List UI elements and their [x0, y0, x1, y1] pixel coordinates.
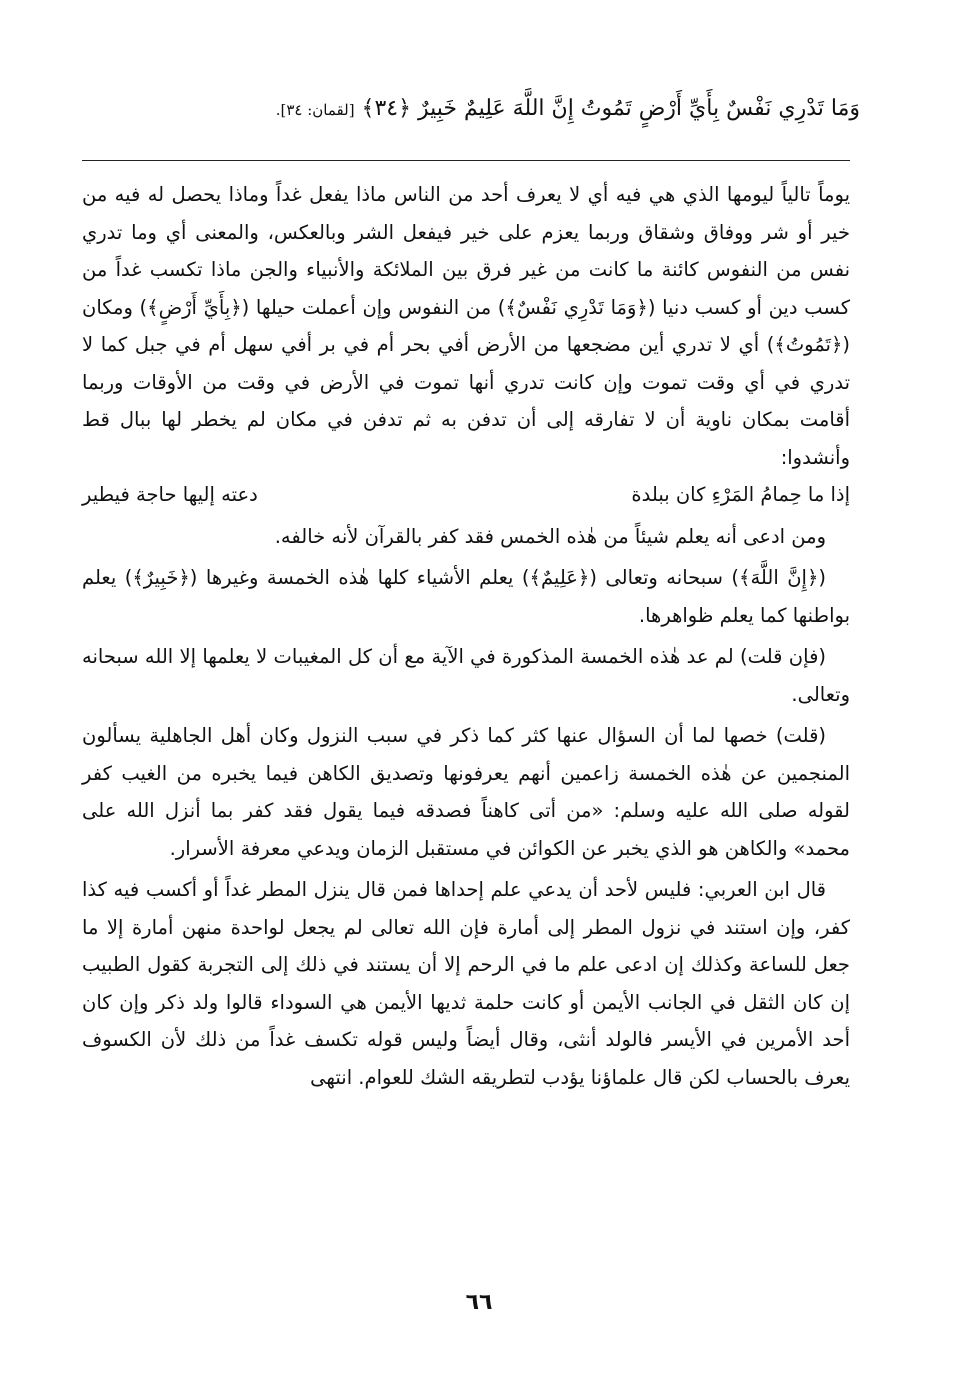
header-ayah-reference: [لقمان: ٣٤].	[275, 101, 355, 119]
verse-second-hemistich: دعته إليها حاجة فيطير	[82, 483, 258, 506]
header-divider	[82, 160, 850, 161]
paragraph-6: قال ابن العربي: فليس لأحد أن يدعي علم إحداها فمن قال ينزل المطر غداً أو أكسب فيه كذا كفر، وإن استند في نزول المطر إلى أمارة فإن الله تعالى لم يجعل لواحدة منهن أمارة إلا ما جعل للساعة وكذلك إن ادعى علم ما في الرحم إلا أن يستند في ذلك إلى التجربة كقول الطبيب إن كان الثقل في الجانب الأيمن أو كانت حلمة ثديها الأيمن هي السوداء قالوا ولد ذكر وإن كان أحد الأمرين في الأيسر فالولد أنثى، وقال أيضاً وليس قوله تكسف غداً من ذلك لأن الكسوف يعرف بالحساب لكن قال علماؤنا يؤدب لتطريقه الشك للعوام. انتهى	[82, 878, 850, 1089]
paragraph-4: (فإن قلت) لم عد هٰذه الخمسة المذكورة في الآية مع أن كل المغيبات لا يعلمها إلا الله سبحانه وتعالى.	[82, 645, 850, 706]
paragraph-2: ومن ادعى أنه يعلم شيئاً من هٰذه الخمس فقد كفر بالقرآن لأنه خالفه.	[274, 524, 826, 548]
header-ayah-text: وَمَا تَدْرِي نَفْسٌ بِأَيِّ أَرْضٍ تَمُوتُ إِنَّ اللَّهَ عَلِيمٌ خَبِيرٌ ﴿٣٤﴾	[361, 96, 860, 121]
poetry-verse	[82, 476, 850, 514]
verse-first-hemistich: إذا ما حِمامُ المَرْءِ كان ببلدة	[631, 483, 850, 506]
paragraph-5: (قلت) خصها لما أن السؤال عنها كثر كما ذكر في سبب النزول وكان أهل الجاهلية يسألون المنجمين عن هٰذه الخمسة زاعمين أنهم يعرفونها وتصديق الكاهن فيما يخبره من الغيب كفر لقوله صلى الله عليه وسلم: «من أتى كاهناً فصدقه فيما يقول فقد كفر بما أنزل الله على محمد» والكاهن هو الذي يخبر عن الكوائن في مستقبل الزمان ويدعي معرفة الأسرار.	[82, 724, 850, 860]
page-number: ٦٦	[465, 1290, 493, 1315]
paragraph-1: يوماً تالياً ليومها الذي هي فيه أي لا يعرف أحد من الناس ماذا يفعل غداً وماذا يحصل له فيه من خير أو شر ووفاق وشقاق وربما يعزم على خير فيفعل الشر وبالعكس، والمعنى أي وما تدري نفس من النفوس كائنة ما كانت من غير فرق بين الملائكة والأنبياء والجن ماذا تكسب غداً من كسب دين أو كسب دنيا (﴿وَمَا تَدْرِي نَفْسٌ﴾) من النفوس وإن أعملت حيلها (﴿بِأَيِّ أَرْضٍ﴾) ومكان (﴿تَمُوتُ﴾) أي لا تدري أين مضجعها من الأرض أفي بحر أم في بر أفي سهل أم في جبل كما لا تدري في أي وقت تموت وإن كانت تدري أنها تموت في الأرض في وقت من الأوقات وربما أقامت بمكان ناوية أن لا تفارقه إلى أن تدفن به ثم تدفن في مكان لم يخطر لها ببال قط وأنشدوا:	[82, 183, 850, 469]
paragraph-3: (﴿إِنَّ اللَّهَ﴾) سبحانه وتعالى (﴿عَلِيمٌ﴾) يعلم الأشياء كلها هٰذه الخمسة وغيرها (﴿خَبِيرٌ﴾) يعلم بواطنها كما يعلم ظواهرها.	[82, 566, 850, 627]
main-text	[82, 176, 850, 1096]
header-quran-verse	[230, 92, 860, 127]
